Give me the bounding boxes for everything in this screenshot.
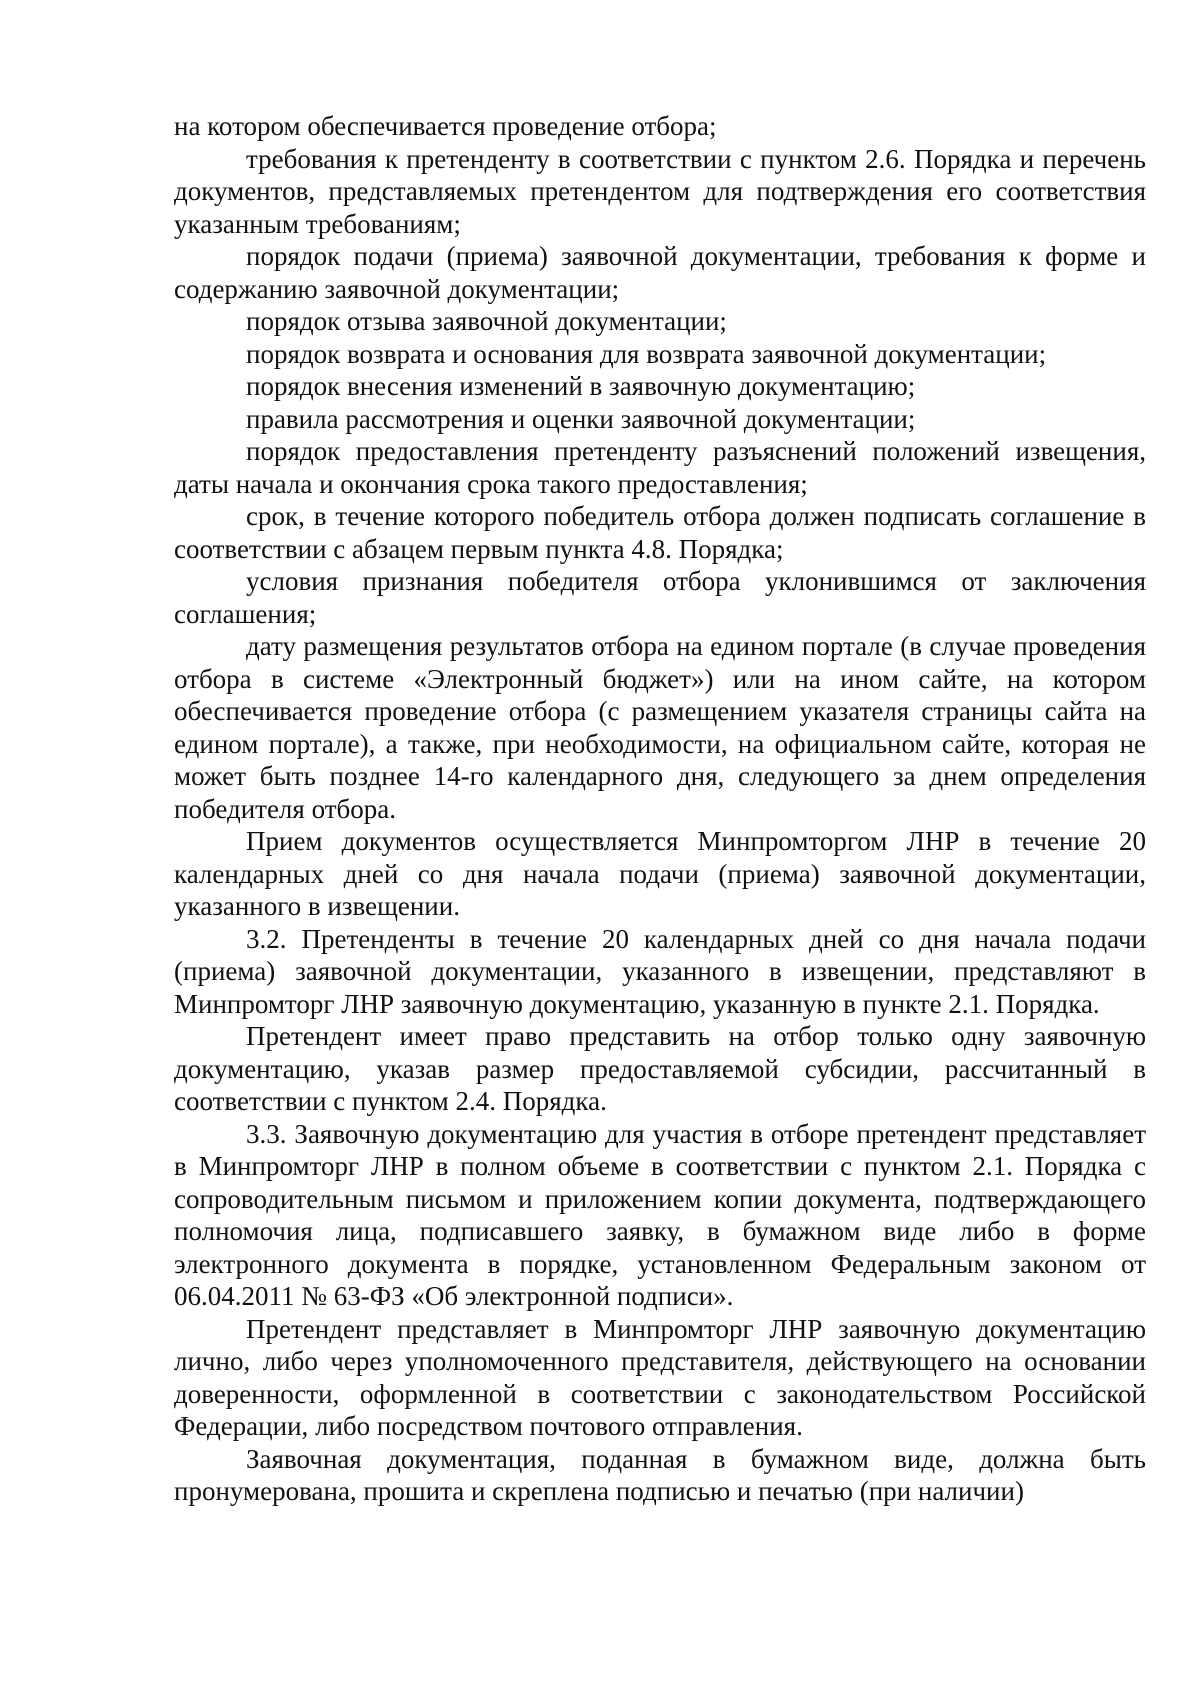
document-page [174,110,1146,1508]
paragraph-clarifications: порядок предоставления претенденту разъяснений положений извещения, даты начала и окончания срока такого предоставления; [174,436,1146,499]
paragraph-single-application: Претендент имеет право представить на отбор только одну заявочную документацию, указав размер предоставляемой субсидии, рассчитанный в соответствии с пунктом 2.4. Порядка. [174,1021,1146,1116]
paragraph-signing-term: срок, в течение которого победитель отбора должен подписать соглашение в соответствии с абзацем первым пункта 4.8. Порядка; [174,501,1146,564]
paragraph-withdrawal-order: порядок отзыва заявочной документации; [246,306,727,336]
paragraph-delivery-methods: Претендент представляет в Минпромторг ЛНР заявочную документацию лично, либо через уполномоченного представителя, действующего на основании доверенности, оформленной в соответствии с законодательством Российской Федерации, либо посредством почтового отправления. [174,1313,1146,1441]
paragraph-section-3-3: 3.3. Заявочную документацию для участия в отборе претендент представляет в Минпромторг ЛНР в полном объеме в соответствии с пунктом 2.1. Порядка с сопроводительным письмом и приложением копии документа, подтверждающего полномочия лица, подписавшего заявку, в бумажном виде либо в форме электронного документа в порядке, установленном Федеральным законом от 06.04.2011 № 63-ФЗ «Об электронной подписи». [174,1118,1146,1311]
paragraph-changes-order: порядок внесения изменений в заявочную документацию; [246,371,916,401]
paragraph-results-date: дату размещения результатов отбора на едином портале (в случае проведения отбора в системе «Электронный бюджет») или на ином сайте, на котором обеспечивается проведение отбора (с размещением указателя страницы сайта на едином портале), а также, при необходимости, на официальном сайте, которая не может быть позднее 14-го календарного дня, следующего за днем определения победителя отбора. [174,631,1146,824]
paragraph-document-intake: Прием документов осуществляется Минпромторгом ЛНР в течение 20 календарных дней со дня начала подачи (приема) заявочной документации, указанного в извещении. [174,826,1146,921]
paragraph-evasion-conditions: условия признания победителя отбора уклонившимся от заключения соглашения; [174,566,1146,629]
paragraph-paper-format: Заявочная документация, поданная в бумажном виде, должна быть пронумерована, прошита и скреплена подписью и печатью (при наличии) [174,1443,1146,1506]
paragraph-review-rules: правила рассмотрения и оценки заявочной документации; [246,403,916,434]
paragraph-return-order: порядок возврата и основания для возврата заявочной документации; [246,338,1047,369]
paragraph-requirements: требования к претенденту в соответствии с пунктом 2.6. Порядка и перечень документов, представляемых претендентом для подтверждения его соответствия указанным требованиям; [174,143,1146,239]
paragraph-submission-order: порядок подачи (приема) заявочной документации, требования к форме и содержанию заявочной документации; [174,241,1146,304]
paragraph-continuation: на котором обеспечивается проведение отбора; [174,111,717,141]
paragraph-section-3-2: 3.2. Претенденты в течение 20 календарных дней со дня начала подачи (приема) заявочной документации, указанного в извещении, представляют в Минпромторг ЛНР заявочную документацию, указанную в пункте 2.1. Порядка. [174,923,1146,1019]
